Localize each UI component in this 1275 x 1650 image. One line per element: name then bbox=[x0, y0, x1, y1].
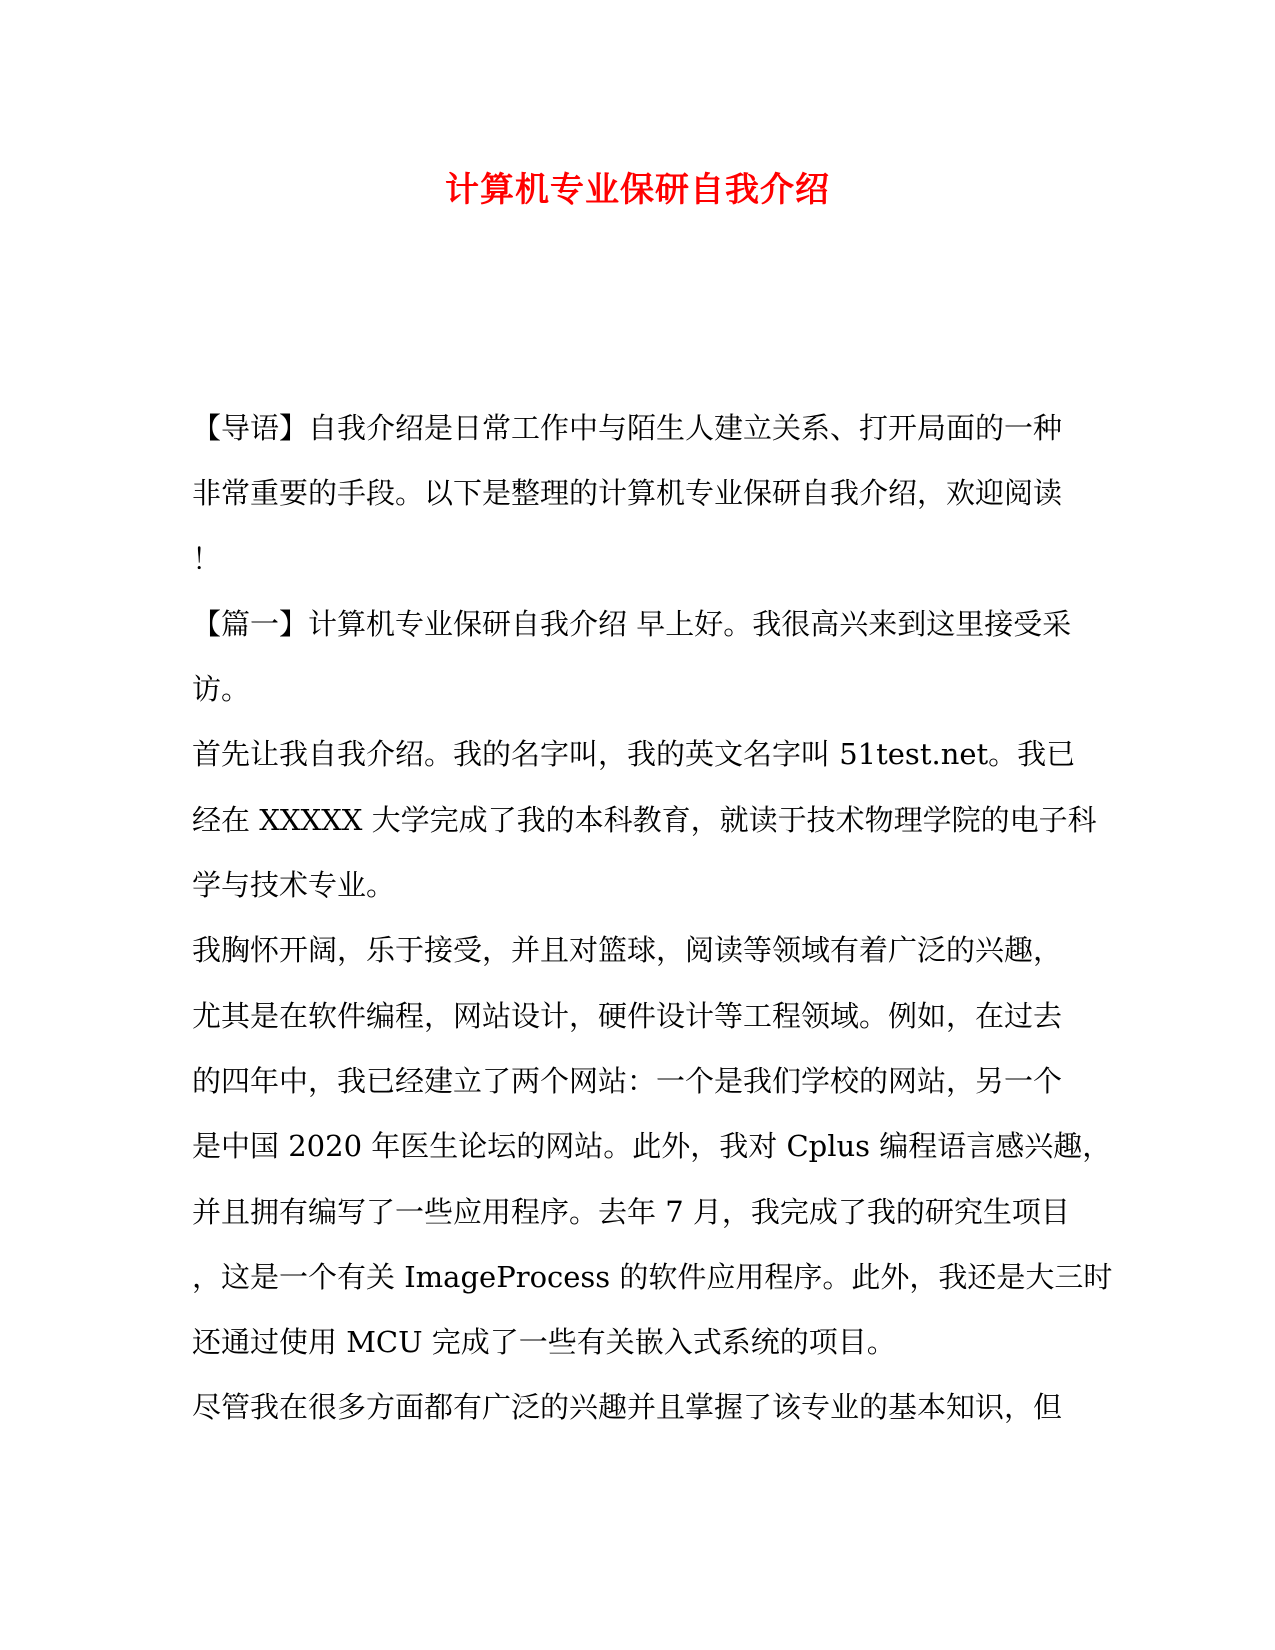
text-line: 并且拥有编写了一些应用程序。去年 7 月，我完成了我的研究生项目 bbox=[192, 1194, 1070, 1229]
text-line: 学与技术专业。 bbox=[192, 868, 396, 903]
text-line: 【导语】自我介绍是日常工作中与陌生人建立关系、打开局面的一种 bbox=[192, 411, 1063, 445]
text-line: 尽管我在很多方面都有广泛的兴趣并且掌握了该专业的基本知识，但 bbox=[192, 1390, 1063, 1425]
text-line: 非常重要的手段。以下是整理的计算机专业保研自我介绍，欢迎阅读 bbox=[192, 476, 1063, 511]
text-line: 还通过使用 MCU 完成了一些有关嵌入式系统的项目。 bbox=[192, 1325, 896, 1360]
text-line: 尤其是在软件编程，网站设计，硬件设计等工程领域。例如，在过去 bbox=[192, 998, 1063, 1033]
text-line: 访。 bbox=[192, 672, 251, 707]
text-line: ，这是一个有关 ImageProcess 的软件应用程序。此外，我还是大三时 bbox=[192, 1259, 1113, 1294]
document-title: 计算机专业保研自我介绍 bbox=[445, 170, 830, 210]
text-line: 的四年中，我已经建立了两个网站：一个是我们学校的网站，另一个 bbox=[192, 1063, 1063, 1098]
text-line: 首先让我自我介绍。我的名字叫，我的英文名字叫 51test.net。我已 bbox=[192, 737, 1076, 772]
text-line: ！ bbox=[192, 541, 222, 576]
document-body bbox=[192, 408, 1113, 1453]
text-line: 经在 XXXXX 大学完成了我的本科教育，就读于技术物理学院的电子科 bbox=[192, 802, 1097, 837]
text-line: 是中国 2020 年医生论坛的网站。此外，我对 Cplus 编程语言感兴趣， bbox=[192, 1129, 1112, 1164]
text-line: 【篇一】计算机专业保研自我介绍 早上好。我很高兴来到这里接受采 bbox=[192, 606, 1072, 641]
text-line: 我胸怀开阔，乐于接受，并且对篮球，阅读等领域有着广泛的兴趣， bbox=[192, 933, 1063, 968]
